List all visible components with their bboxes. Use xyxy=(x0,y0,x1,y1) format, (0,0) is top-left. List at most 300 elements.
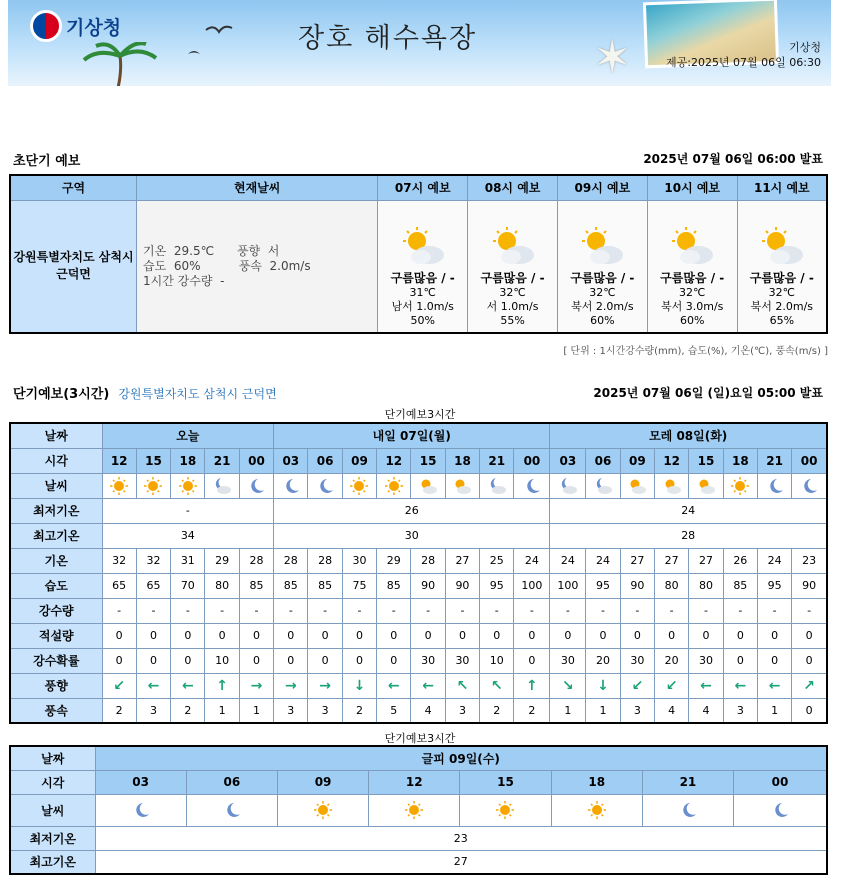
wind-direction-cell xyxy=(723,673,757,698)
pop-value: 0 xyxy=(274,648,308,673)
wind-arrow-icon: ↙ xyxy=(631,677,644,694)
time-header: 03 xyxy=(274,448,308,473)
ultra-forecast-title: 초단기 예보 xyxy=(13,154,81,169)
moon-icon xyxy=(770,803,790,816)
col-fc-2: 08시 예보 xyxy=(468,175,558,200)
rain-value: - xyxy=(480,598,514,623)
hum-value: 85 xyxy=(308,573,342,598)
kma-logo[interactable] xyxy=(30,10,121,42)
snow-value: 0 xyxy=(550,623,586,648)
wind-arrow-icon: → xyxy=(319,677,331,694)
rain-value: - xyxy=(445,598,479,623)
temp-value: 30 xyxy=(342,548,376,573)
forecast-cell xyxy=(647,200,737,333)
sky-4: 구름많음 / - xyxy=(660,271,725,285)
wspd-label: 풍속 xyxy=(238,258,262,273)
wind-direction-cell xyxy=(550,673,586,698)
temp-5: 32℃ xyxy=(768,286,795,299)
weather-cell xyxy=(171,473,205,498)
pop-value: 0 xyxy=(342,648,376,673)
pop-value: 0 xyxy=(723,648,757,673)
wind-direction-cell xyxy=(205,673,239,698)
weather-cell xyxy=(205,473,239,498)
short-caption: 단기예보3시간 xyxy=(384,408,456,421)
wind-arrow-icon: ↙ xyxy=(665,677,678,694)
temp-value: 29.5℃ xyxy=(173,243,215,258)
time-header: 09 xyxy=(277,770,368,794)
wind-arrow-icon: → xyxy=(250,677,263,694)
weather-cell xyxy=(377,473,411,498)
pop-value: 10 xyxy=(480,648,514,673)
pop-value: 0 xyxy=(514,648,550,673)
snow-value: 0 xyxy=(308,623,342,648)
area-name: 강원특별자치도 삼척시 근덕면 xyxy=(10,200,137,333)
moon-cloud-icon xyxy=(212,479,232,492)
row-label-wspd: 풍속 xyxy=(10,698,102,723)
short-title-text: 단기예보(3시간) xyxy=(13,387,110,402)
weather-cell xyxy=(757,473,791,498)
weather-cell xyxy=(551,794,642,826)
wind-arrow-icon: ↖ xyxy=(456,677,469,694)
weather-cell xyxy=(734,794,827,826)
time-header: 21 xyxy=(642,770,733,794)
wind-1: 남서 1.0m/s xyxy=(391,300,454,313)
row-label-pop: 강수확률 xyxy=(10,648,102,673)
pop-value: 0 xyxy=(757,648,791,673)
rain-value: - xyxy=(792,598,827,623)
rain-value: - xyxy=(655,598,689,623)
wind-arrow-icon: ← xyxy=(700,677,712,694)
moon-icon xyxy=(678,803,698,816)
temp-value: 32 xyxy=(102,548,136,573)
wspd-value: 2.0m/s xyxy=(269,258,311,273)
hum-5: 65% xyxy=(769,314,795,327)
wind-arrow-icon: ↗ xyxy=(803,677,816,694)
wdir-label: 풍향 xyxy=(236,243,261,258)
wind-direction-cell xyxy=(171,673,205,698)
col-fc-4: 10시 예보 xyxy=(647,175,737,200)
weather-cell xyxy=(186,794,277,826)
rain-value: - xyxy=(550,598,586,623)
weather-cell xyxy=(308,473,342,498)
pop-value: 30 xyxy=(550,648,586,673)
hum-value: 70 xyxy=(171,573,205,598)
sun-icon xyxy=(404,803,424,816)
sun-cloud-icon xyxy=(696,479,716,492)
pop-value: 0 xyxy=(377,648,411,673)
weather-cell xyxy=(655,473,689,498)
moon-icon xyxy=(131,803,151,816)
temp-value: 23 xyxy=(792,548,827,573)
weather-cell xyxy=(792,473,827,498)
snow-value: 0 xyxy=(377,623,411,648)
temp-value: 24 xyxy=(550,548,586,573)
wind-direction-cell xyxy=(308,673,342,698)
time-header: 06 xyxy=(308,448,342,473)
wind-arrow-icon: ← xyxy=(422,677,434,694)
wind-direction-cell xyxy=(480,673,514,698)
pop-value: 10 xyxy=(205,648,239,673)
snow-value: 0 xyxy=(171,623,205,648)
hum-2: 55% xyxy=(500,314,525,327)
ultra-forecast-table xyxy=(9,174,828,334)
weather-cell xyxy=(369,794,460,826)
wspd-value: 1 xyxy=(757,698,791,723)
sun-cloud-icon xyxy=(418,479,438,492)
wind-5: 북서 2.0m/s xyxy=(750,300,814,313)
snow-value: 0 xyxy=(689,623,723,648)
temp-value: 29 xyxy=(377,548,411,573)
wspd-value: 1 xyxy=(239,698,273,723)
sun-cloud-icon xyxy=(662,479,682,492)
moon-icon xyxy=(765,479,785,492)
day-header: 오늘 xyxy=(102,423,274,448)
temp-value: 27 xyxy=(655,548,689,573)
hum-3: 60% xyxy=(590,314,615,327)
sky-2: 구름많음 / - xyxy=(480,271,545,285)
temp-value: 26 xyxy=(723,548,757,573)
row-label-tmax: 최고기온 xyxy=(10,850,95,874)
time-header: 15 xyxy=(411,448,445,473)
time-header: 12 xyxy=(655,448,689,473)
time-header: 06 xyxy=(586,448,620,473)
row-label-time: 시각 xyxy=(10,448,102,473)
wspd-value: 3 xyxy=(274,698,308,723)
tmin-value: - xyxy=(102,498,274,523)
wspd-value: 2 xyxy=(171,698,205,723)
tmin-value: 23 xyxy=(95,826,827,850)
wind-direction-cell xyxy=(757,673,791,698)
temp-value: 24 xyxy=(514,548,550,573)
wspd-value: 0 xyxy=(792,698,827,723)
short-forecast-title xyxy=(13,383,277,402)
hum-1: 50% xyxy=(410,314,435,327)
wind-direction-cell xyxy=(514,673,550,698)
rain-value: - xyxy=(757,598,791,623)
wspd-value: 3 xyxy=(308,698,342,723)
wdir-value: 서 xyxy=(267,243,280,258)
hum-value: 100 xyxy=(514,573,550,598)
wind-direction-cell xyxy=(102,673,136,698)
provided-time: 제공:2025년 07월 06일 06:30 xyxy=(665,56,821,69)
time-header: 15 xyxy=(460,770,551,794)
time-header: 21 xyxy=(757,448,791,473)
hum-value: 85 xyxy=(274,573,308,598)
wind-direction-cell xyxy=(239,673,273,698)
temp-value: 24 xyxy=(757,548,791,573)
col-area: 구역 xyxy=(10,175,137,200)
pop-value: 30 xyxy=(411,648,445,673)
hum-value: 95 xyxy=(480,573,514,598)
rain-value: - xyxy=(377,598,411,623)
hum-label: 습도 xyxy=(143,258,167,273)
weather-cell xyxy=(411,473,445,498)
hum-value: 85 xyxy=(239,573,273,598)
sky-1: 구름많음 / - xyxy=(390,271,455,285)
rain-value: - xyxy=(514,598,550,623)
rain-value: - xyxy=(586,598,620,623)
snow-value: 0 xyxy=(411,623,445,648)
snow-value: 0 xyxy=(445,623,479,648)
hum-value: 75 xyxy=(342,573,376,598)
starfish-icon: ✶ xyxy=(593,30,632,84)
time-header: 18 xyxy=(445,448,479,473)
time-header: 00 xyxy=(792,448,827,473)
wind-arrow-icon: ← xyxy=(734,677,747,694)
rain-value: - xyxy=(342,598,376,623)
sun-icon xyxy=(587,803,607,816)
wspd-value: 2 xyxy=(102,698,136,723)
wind-arrow-icon: ↑ xyxy=(216,677,229,694)
wind-arrow-icon: ↑ xyxy=(526,677,538,694)
snow-value: 0 xyxy=(792,623,827,648)
tmax-value: 28 xyxy=(550,523,827,548)
unit-note: [ 단위 : 1시간강수량(mm), 습도(%), 기온(℃), 풍속(m/s) ] xyxy=(563,346,828,357)
pop-value: 0 xyxy=(171,648,205,673)
snow-value: 0 xyxy=(102,623,136,648)
temp-2: 32℃ xyxy=(499,286,526,299)
logo-text: 기상청 xyxy=(66,16,122,39)
time-header: 03 xyxy=(550,448,586,473)
wind-direction-cell xyxy=(136,673,170,698)
weather-cell xyxy=(480,473,514,498)
sun-cloud-icon xyxy=(648,227,737,271)
temp-value: 28 xyxy=(411,548,445,573)
wind-direction-cell xyxy=(689,673,723,698)
time-header: 00 xyxy=(514,448,550,473)
wind-arrow-icon: ← xyxy=(387,677,400,694)
row-label-snow: 적설량 xyxy=(10,623,102,648)
temp-value: 32 xyxy=(136,548,170,573)
wind-arrow-icon: ↓ xyxy=(597,677,609,694)
row-label-hum: 습도 xyxy=(10,573,102,598)
wspd-value: 2 xyxy=(514,698,550,723)
forecast-cell xyxy=(378,200,468,333)
temp-value: 24 xyxy=(586,548,620,573)
wind-3: 북서 2.0m/s xyxy=(571,300,634,313)
hum-value: 85 xyxy=(377,573,411,598)
time-header: 15 xyxy=(136,448,170,473)
sun-cloud-icon xyxy=(378,227,467,271)
temp-value: 27 xyxy=(689,548,723,573)
snow-value: 0 xyxy=(723,623,757,648)
current-weather xyxy=(137,200,378,333)
short2-caption: 단기예보3시간 xyxy=(384,732,456,745)
forecast-cell xyxy=(468,200,558,333)
sun-cloud-icon xyxy=(468,227,557,271)
pop-value: 0 xyxy=(239,648,273,673)
wind-arrow-icon: ← xyxy=(768,677,781,694)
time-header: 12 xyxy=(102,448,136,473)
time-header: 09 xyxy=(620,448,654,473)
weather-cell xyxy=(620,473,654,498)
wind-arrow-icon: ← xyxy=(181,677,194,694)
weather-cell xyxy=(550,473,586,498)
weather-cell xyxy=(723,473,757,498)
rain-value: - xyxy=(239,598,273,623)
pop-value: 20 xyxy=(586,648,620,673)
sun-cloud-icon xyxy=(738,227,826,271)
snow-value: 0 xyxy=(136,623,170,648)
temp-value: 27 xyxy=(620,548,654,573)
temp-value: 29 xyxy=(205,548,239,573)
moon-icon xyxy=(799,479,819,492)
moon-cloud-icon xyxy=(558,479,578,492)
sky-5: 구름많음 / - xyxy=(749,271,814,285)
rain-value: - xyxy=(308,598,342,623)
sun-cloud-icon xyxy=(452,479,472,492)
rain-label: 1시간 강수량 xyxy=(143,273,213,288)
snow-value: 0 xyxy=(480,623,514,648)
wind-direction-cell xyxy=(342,673,376,698)
time-header: 06 xyxy=(186,770,277,794)
snow-value: 0 xyxy=(586,623,620,648)
snow-value: 0 xyxy=(274,623,308,648)
wind-2: 서 1.0m/s xyxy=(486,300,539,313)
temp-value: 25 xyxy=(480,548,514,573)
seagull-icon xyxy=(204,22,234,42)
weather-cell xyxy=(342,473,376,498)
wspd-value: 4 xyxy=(655,698,689,723)
tmax-value: 27 xyxy=(95,850,827,874)
hum-value: 95 xyxy=(757,573,791,598)
wspd-value: 1 xyxy=(205,698,239,723)
wind-direction-cell xyxy=(274,673,308,698)
wspd-value: 1 xyxy=(586,698,620,723)
temp-value: 28 xyxy=(308,548,342,573)
rain-value: - xyxy=(136,598,170,623)
weather-cell xyxy=(102,473,136,498)
extended-forecast-table xyxy=(9,745,828,875)
pop-value: 0 xyxy=(136,648,170,673)
sun-icon xyxy=(730,479,750,492)
wind-arrow-icon: → xyxy=(284,677,297,694)
tmin-value: 24 xyxy=(550,498,827,523)
hum-value: 80 xyxy=(689,573,723,598)
col-fc-1: 07시 예보 xyxy=(378,175,468,200)
weather-cell xyxy=(274,473,308,498)
wind-direction-cell xyxy=(586,673,620,698)
sun-icon xyxy=(178,479,198,492)
col-fc-5: 11시 예보 xyxy=(737,175,827,200)
weather-cell xyxy=(514,473,550,498)
day-header: 글피 09일(수) xyxy=(95,746,827,770)
weather-cell xyxy=(136,473,170,498)
hum-value: 65 xyxy=(136,573,170,598)
sun-icon xyxy=(109,479,129,492)
moon-icon xyxy=(522,479,542,492)
wspd-value: 1 xyxy=(550,698,586,723)
row-label-rain: 강수량 xyxy=(10,598,102,623)
hum-value: 100 xyxy=(550,573,586,598)
row-label-temp: 기온 xyxy=(10,548,102,573)
temp-value: 27 xyxy=(445,548,479,573)
pop-value: 20 xyxy=(655,648,689,673)
time-header: 18 xyxy=(551,770,642,794)
hum-value: 90 xyxy=(411,573,445,598)
short-forecast-table xyxy=(9,422,828,724)
rain-value: - xyxy=(102,598,136,623)
rain-value: - xyxy=(723,598,757,623)
time-header: 12 xyxy=(377,448,411,473)
snow-value: 0 xyxy=(239,623,273,648)
moon-icon xyxy=(315,479,335,492)
row-label-time: 시각 xyxy=(10,770,95,794)
hum-value: 80 xyxy=(655,573,689,598)
pop-value: 30 xyxy=(620,648,654,673)
snow-value: 0 xyxy=(514,623,550,648)
sky-3: 구름많음 / - xyxy=(570,271,635,285)
row-label-wdir: 풍향 xyxy=(10,673,102,698)
hum-value: 90 xyxy=(620,573,654,598)
hum-value: 95 xyxy=(586,573,620,598)
row-label-tmin: 최저기온 xyxy=(10,498,102,523)
temp-value: 28 xyxy=(274,548,308,573)
tmin-value: 26 xyxy=(274,498,550,523)
wspd-value: 3 xyxy=(620,698,654,723)
wind-arrow-icon: ↖ xyxy=(490,677,503,694)
short-area-link[interactable]: 강원특별자치도 삼척시 근덕면 xyxy=(118,387,277,401)
rain-value: - xyxy=(689,598,723,623)
sun-icon xyxy=(495,803,515,816)
temp-value: 28 xyxy=(239,548,273,573)
taegeuk-icon xyxy=(30,10,62,42)
wspd-value: 3 xyxy=(136,698,170,723)
wind-arrow-icon: ↘ xyxy=(562,677,574,694)
wind-arrow-icon: ← xyxy=(147,677,160,694)
forecast-cell xyxy=(737,200,827,333)
hum-value: 90 xyxy=(445,573,479,598)
palm-tree-icon xyxy=(48,42,208,86)
time-header: 15 xyxy=(689,448,723,473)
wspd-value: 2 xyxy=(342,698,376,723)
wspd-value: 5 xyxy=(377,698,411,723)
wspd-value: 3 xyxy=(723,698,757,723)
sun-icon xyxy=(143,479,163,492)
sun-icon xyxy=(384,479,404,492)
row-label-weather: 날씨 xyxy=(10,473,102,498)
hum-value: 85 xyxy=(723,573,757,598)
temp-label: 기온 xyxy=(143,243,167,258)
weather-cell xyxy=(95,794,186,826)
pop-value: 30 xyxy=(689,648,723,673)
ultra-issued-time: 2025년 07월 06일 06:00 발표 xyxy=(643,152,823,166)
wind-direction-cell xyxy=(377,673,411,698)
short-issued-time: 2025년 07월 06일 (일)요일 05:00 발표 xyxy=(593,386,823,400)
pop-value: 30 xyxy=(445,648,479,673)
pop-value: 0 xyxy=(792,648,827,673)
temp-1: 31℃ xyxy=(409,286,436,299)
hum-value: 80 xyxy=(205,573,239,598)
snow-value: 0 xyxy=(205,623,239,648)
forecast-cell xyxy=(557,200,647,333)
col-fc-3: 09시 예보 xyxy=(557,175,647,200)
weather-cell xyxy=(642,794,733,826)
sun-icon xyxy=(313,803,333,816)
weather-cell xyxy=(445,473,479,498)
moon-icon xyxy=(281,479,301,492)
time-header: 21 xyxy=(480,448,514,473)
hum-value: 60% xyxy=(173,258,201,273)
row-label-date: 날짜 xyxy=(10,423,102,448)
hum-value: 65 xyxy=(102,573,136,598)
moon-cloud-icon xyxy=(487,479,507,492)
time-header: 18 xyxy=(171,448,205,473)
provider-info xyxy=(666,40,821,70)
tmax-value: 34 xyxy=(102,523,274,548)
temp-3: 32℃ xyxy=(589,286,616,299)
weather-cell xyxy=(460,794,551,826)
